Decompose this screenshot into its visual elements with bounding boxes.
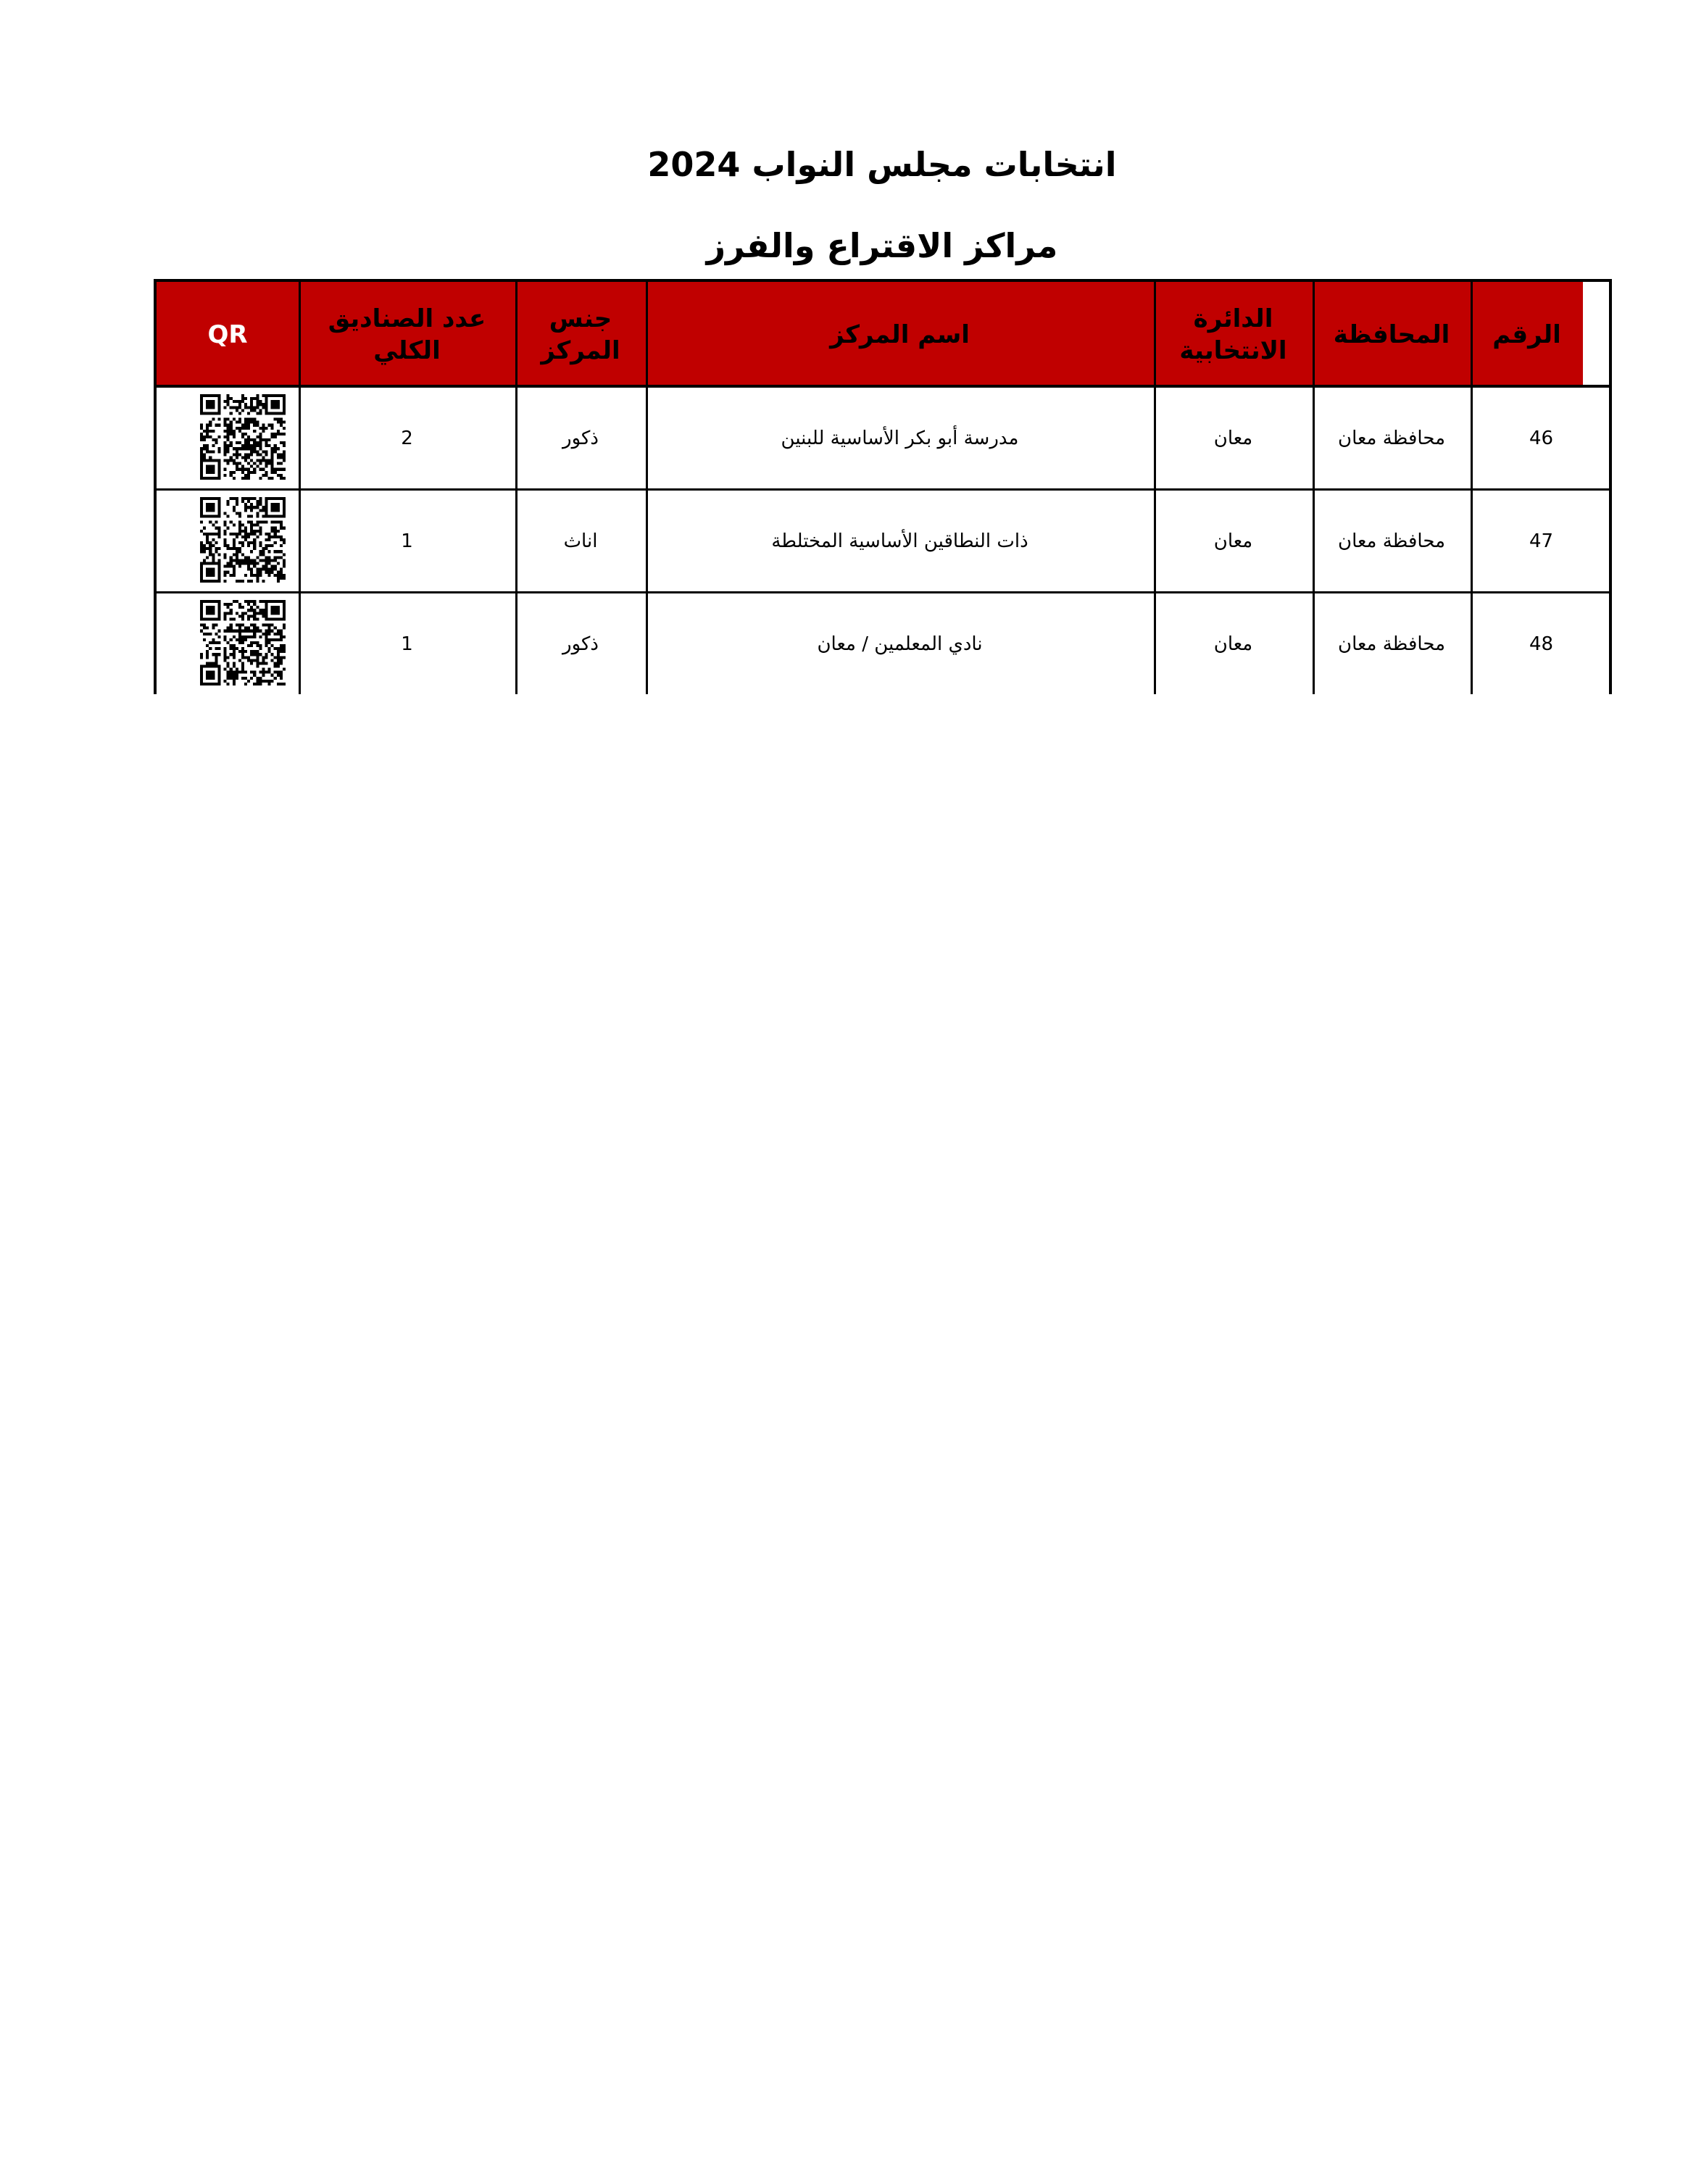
cell-district: معان — [1213, 428, 1253, 449]
header-number: الرقم — [1492, 320, 1561, 349]
cell-number: 48 — [1529, 633, 1554, 655]
cell-governorate: محافظة معان — [1337, 633, 1446, 655]
cell-total-boxes: 1 — [401, 633, 413, 655]
header-district: الدائرة الانتخابية — [1179, 304, 1287, 365]
header-center-name: اسم المركز — [830, 320, 970, 349]
header-governorate: المحافظة — [1333, 320, 1450, 349]
cell-number: 46 — [1529, 428, 1554, 449]
cell-center-name: مدرسة أبو بكر الأساسية للبنين — [781, 428, 1019, 449]
header-center-gender: جنس المركز — [541, 304, 620, 365]
cell-district: معان — [1213, 530, 1253, 552]
qr-code-icon[interactable] — [200, 600, 286, 685]
cell-number: 47 — [1529, 530, 1554, 552]
cell-governorate: محافظة معان — [1337, 428, 1446, 449]
qr-code-icon[interactable] — [200, 497, 286, 583]
cell-center-gender: اناث — [563, 530, 598, 552]
cell-governorate: محافظة معان — [1337, 530, 1446, 552]
header-qr: QR — [207, 320, 248, 349]
cell-total-boxes: 2 — [401, 428, 413, 449]
cell-center-gender: ذكور — [562, 633, 599, 655]
page-subtitle: مراكز الاقتراع والفرز — [706, 226, 1058, 265]
cell-center-name: نادي المعلمين / معان — [817, 633, 983, 655]
qr-code-icon[interactable] — [200, 394, 286, 480]
cell-center-gender: ذكور — [562, 428, 599, 449]
polling-centers-table — [154, 279, 1612, 694]
cell-district: معان — [1213, 633, 1253, 655]
cell-total-boxes: 1 — [401, 530, 413, 552]
page-title: انتخابات مجلس النواب 2024 — [647, 145, 1117, 184]
header-total-boxes: عدد الصناديق الكلي — [328, 304, 486, 365]
cell-center-name: ذات النطاقين الأساسية المختلطة — [771, 530, 1028, 552]
